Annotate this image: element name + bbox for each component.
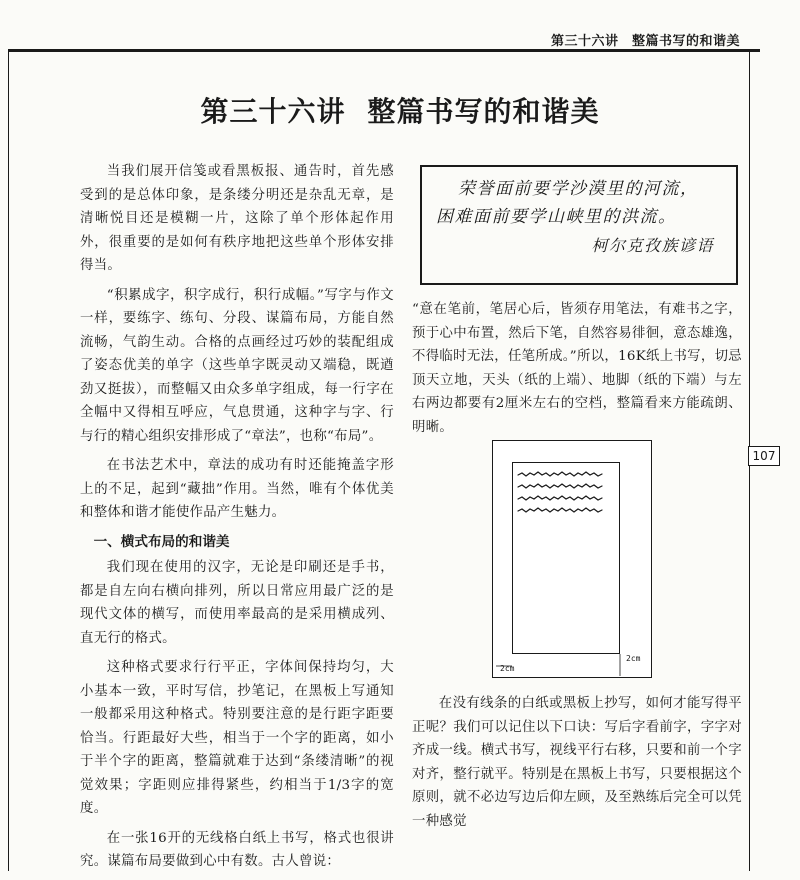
paragraph: “意在笔前，笔居心后，皆须存用笔法，有难书之字，预于心中布置，然后下笔，自然容易徘徊，意态雄逸，不得临时无法，任笔所成。”所以，16K纸上书写，切忌顶天立地，天头（纸的上端）、地脚（纸的下端）与左右两边都要有2厘米左右的空档，整篇看来方能疏朗、明晰。: [412, 302, 742, 435]
epigraph-box: [420, 165, 738, 285]
paragraph: 在没有线条的白纸或黑板上抄写，如何才能写得平正呢？我们可以记住以下口诀：写后字看前字，字字对齐成一线。横式书写，视线平行右移，只要和前一个字对齐，整行就平。特别是在黑板上书写，只要根据这个原则，就不必边写边后仰左顾，及至熟练后完全可以凭一种感觉: [412, 696, 742, 829]
epigraph-line-1: 荣誉面前要学沙漠里的河流，: [458, 179, 699, 199]
paragraph: 当我们展开信笺或看黑板报、通告时，首先感受到的是总体印象，是条缕分明还是杂乱无章，是清晰悦目还是模糊一片，这除了单个形体起作用外，很重要的是如何有秩序地把这些单个形体安排得当。: [80, 164, 394, 273]
figure-label-right: 2cm: [626, 654, 641, 663]
title-topic: 整篇书写的和谐美: [367, 95, 600, 128]
right-column-top: [412, 298, 742, 445]
running-title: 第三十六讲 整篇书写的和谐美: [550, 34, 740, 49]
page-title: [0, 90, 800, 130]
layout-figure: [492, 440, 652, 680]
epigraph-line-2: 困难面前要学山峡里的洪流。: [436, 207, 677, 227]
epigraph-signature: 柯尔克孜族谚语: [591, 236, 714, 255]
title-lecture: 第三十六讲: [200, 95, 346, 128]
section-heading: 一、横式布局的和谐美: [93, 533, 230, 550]
right-column-bottom: [412, 692, 742, 839]
paragraph: 在书法艺术中，章法的成功有时还能掩盖字形上的不足，起到“藏拙”作用。当然，唯有个体优美和整体和谐才能使作品产生魅力。: [80, 458, 394, 520]
running-header: [8, 28, 760, 50]
figure-label-bottom: 2cm: [500, 664, 515, 673]
paragraph: “积累成字，积字成行，积行成幅。”写字与作文一样，要练字、练句、分段、谋篇布局，方能自然流畅，气韵生动。合格的点画经过巧妙的装配组成了姿态优美的单字（这些单字既灵动又端稳，既遒劲又挺拔），而整幅又由众多单字组成，每一行字在全幅中又得相互呼应，气息贯通，这种字与字、行与行的精心组织安排形成了“章法”，也称“布局”。: [80, 287, 394, 444]
paragraph: 在一张16开的无线格白纸上书写，格式也很讲究。谋篇布局要做到心中有数。古人曾说：: [80, 830, 394, 869]
paragraph: 我们现在使用的汉字，无论是印刷还是手书，都是自左向右横向排列，所以日常应用最广泛的是现代文体的横写，而使用率最高的是采用横成列、直无行的格式。: [80, 560, 394, 646]
page-number: 107: [748, 446, 780, 466]
figure-handwriting-lines: [492, 440, 652, 680]
left-column: [80, 160, 394, 880]
paragraph: 这种格式要求行行平正，字体间保持均匀，大小基本一致，平时写信，抄笔记，在黑板上写通知一般都采用这种格式。特别要注意的是行距字距要恰当。行距最好大些，相当于一个字的距离，如小于半个字的距离，整篇就难于达到“条缕清晰”的视觉效果；字距则应排得紧些，约相当于1/3字的宽度。: [80, 660, 394, 816]
